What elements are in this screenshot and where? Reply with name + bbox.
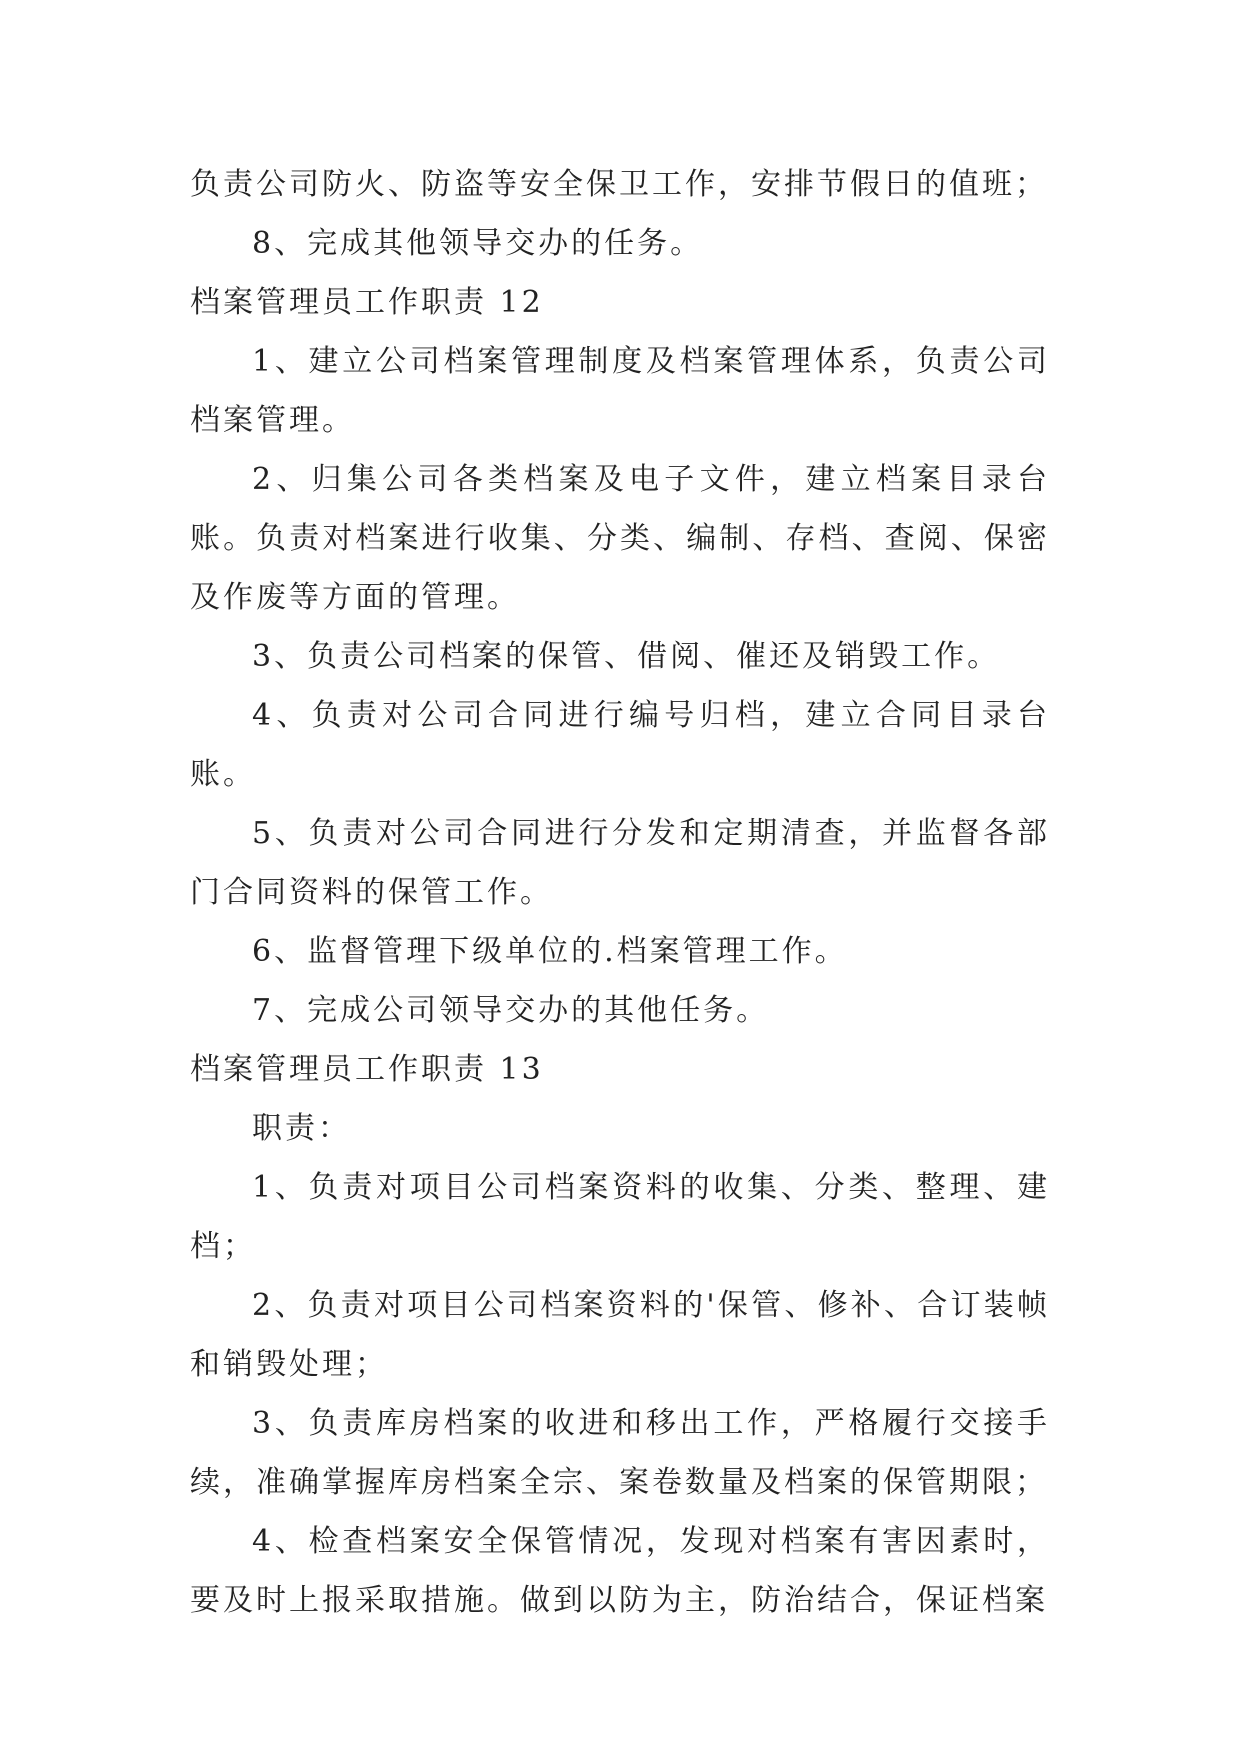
section-heading: 档案管理员工作职责 13 xyxy=(190,1052,544,1087)
paragraph-item: 7、完成公司领导交办的其他任务。 xyxy=(252,993,770,1028)
section-heading: 档案管理员工作职责 12 xyxy=(190,285,544,320)
paragraph-item: 6、监督管理下级单位的.档案管理工作。 xyxy=(252,934,848,969)
paragraph-item: 4、负责对公司合同进行编号归档，建立合同目录台账。 xyxy=(190,698,1050,792)
paragraph-item: 1、负责对项目公司档案资料的收集、分类、整理、建档； xyxy=(190,1170,1050,1264)
paragraph-item: 职责： xyxy=(252,1111,351,1146)
paragraph-item: 5、负责对公司合同进行分发和定期清查，并监督各部门合同资料的保管工作。 xyxy=(190,816,1050,910)
document-body xyxy=(190,155,1050,1630)
paragraph-item: 3、负责公司档案的保管、借阅、催还及销毁工作。 xyxy=(252,639,1001,674)
paragraph-item: 3、负责库房档案的收进和移出工作，严格履行交接手续，准确掌握库房档案全宗、案卷数量及档案的保管期限； xyxy=(190,1406,1050,1500)
paragraph-item: 1、建立公司档案管理制度及档案管理体系，负责公司档案管理。 xyxy=(190,344,1050,438)
paragraph-continuation: 负责公司防火、防盗等安全保卫工作，安排节假日的值班； xyxy=(190,167,1048,202)
paragraph-item: 4、检查档案安全保管情况，发现对档案有害因素时，要及时上报采取措施。做到以防为主，防治结合，保证档案 xyxy=(190,1524,1050,1618)
paragraph-item: 2、负责对项目公司档案资料的'保管、修补、合订装帧和销毁处理； xyxy=(190,1288,1050,1382)
paragraph-item: 2、归集公司各类档案及电子文件，建立档案目录台账。负责对档案进行收集、分类、编制、存档、查阅、保密及作废等方面的管理。 xyxy=(190,462,1050,615)
paragraph-item: 8、完成其他领导交办的任务。 xyxy=(252,226,704,261)
